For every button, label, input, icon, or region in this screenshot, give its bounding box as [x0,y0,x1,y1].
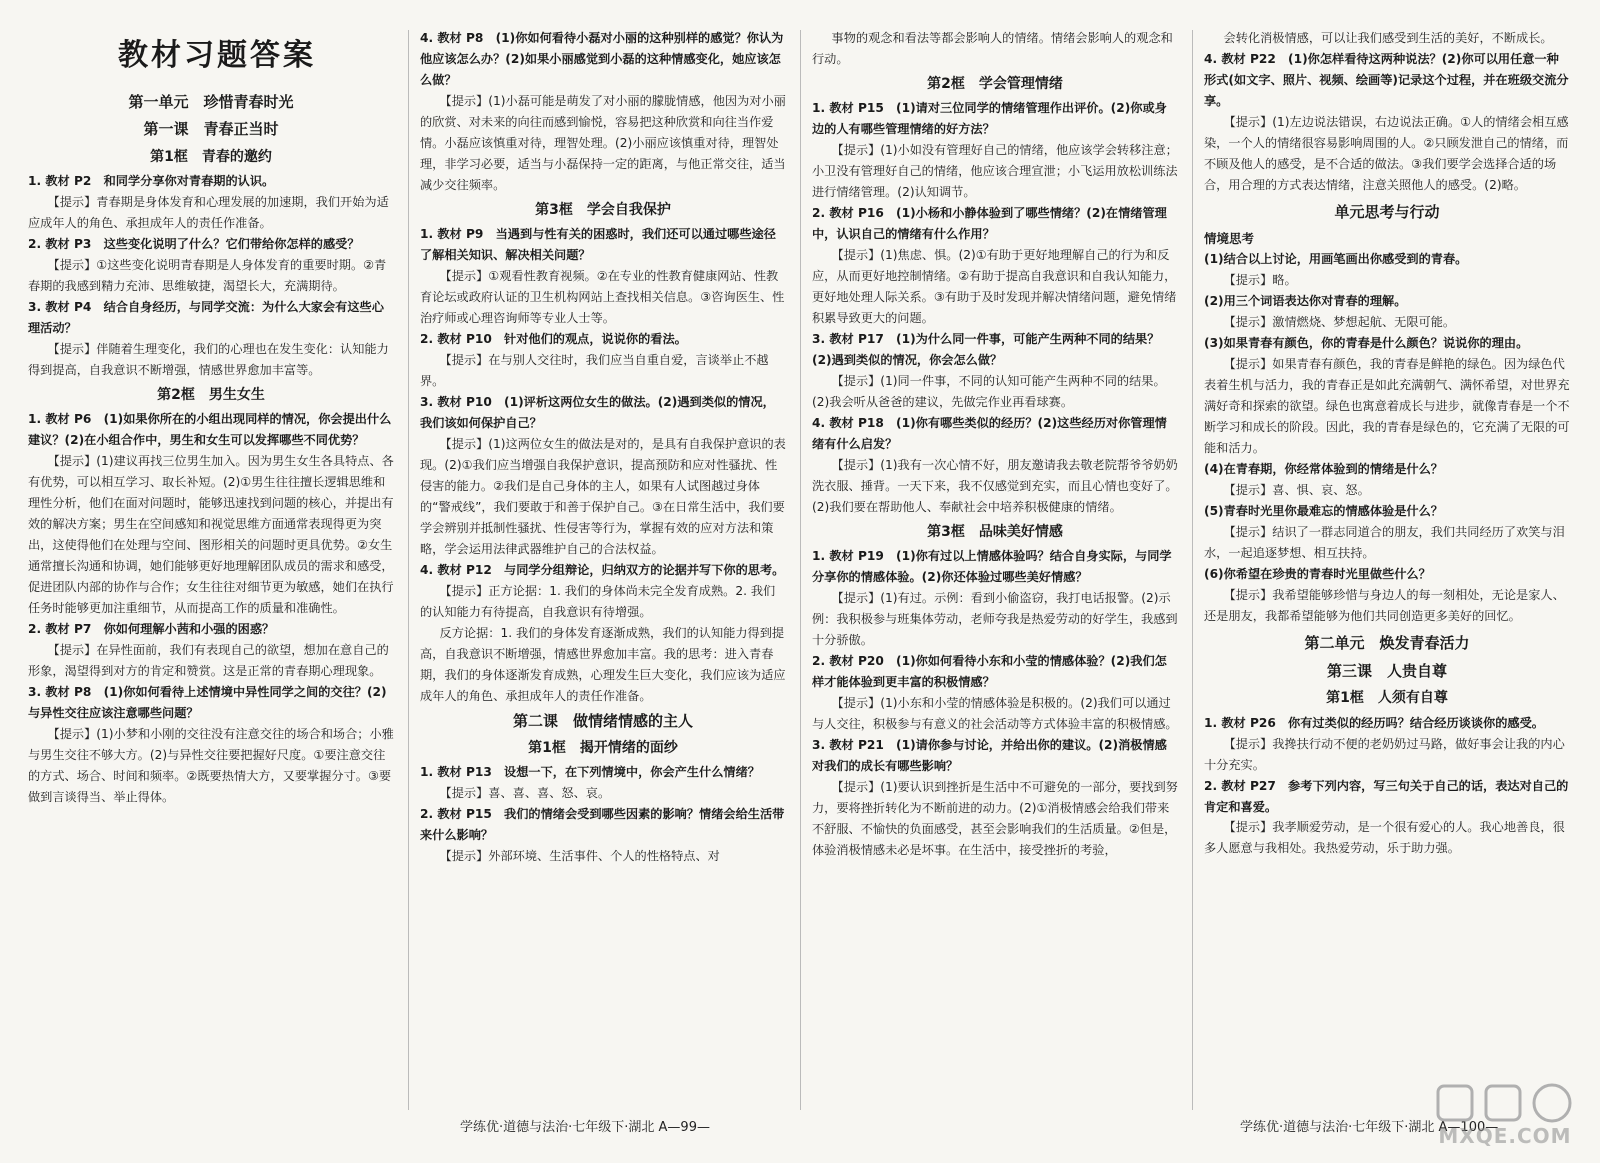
footer-right-page: 学练优·道德与法治·七年级下·湖北 A—100— [1240,1120,1499,1135]
question-text: 3. 教材 P4 结合自身经历，与同学交流：为什么大家会有这些心理活动？ [28,300,384,336]
answer-hint-text: 会转化消极情感，可以让我们感受到生活的美好，不断成长。 [1223,31,1553,45]
question-text: 3. 教材 P21 (1)请你参与讨论，并给出你的建议。(2)消极情感对我们的成长有哪些影响？ [812,737,1167,773]
section-heading: 第1框 青春的邀约 [150,149,272,166]
answer-hint-text: 【提示】(1)建议再找三位男生加入。因为男生女生各具特点、各有优势，可以相互学习、取长补短。(2)①男生往往擅长逻辑思维和理性分析，他们在面对问题时，能够迅速找到问题的核心，并提出有效的解决方案；男生在空间感知和视觉思维方面通常表现得更为突出，这使得他们在处理与空间、图形相关的问题时更具优势。②女生通常擅长沟通和协调，她们能够更好地理解团队成员的需求和感受，促进团队内部的协作与合作；女生往往对细节更为敏感，她们在执行任务时能够更加注重细节，从而提高工作的质量和准确性。 [28,454,394,616]
question-text: 1. 教材 P13 设想一下，在下列情境中，你会产生什么情绪？ [420,765,760,780]
answer-hint-text: 事物的观念和看法等都会影响人的情绪。情绪会影响人的观念和行动。 [812,31,1173,66]
answer-hint-text: 【提示】①这些变化说明青春期是人身体发育的重要时期。②青春期的我感到精力充沛、思维敏捷，渴望长大，充满期待。 [28,258,387,294]
lesson-heading: 第一课 青春正当时 [143,120,279,139]
section-heading: 第2框 男生女生 [157,387,265,404]
question-text: 4. 教材 P18 (1)你有哪些类似的经历？(2)这些经历对你管理情绪有什么启发？ [812,415,1167,451]
watermark-text: MXQE.COM [1438,1124,1572,1148]
question-text: (6)你希望在珍贵的青春时光里做些什么？ [1204,566,1431,581]
answer-hint-text: 【提示】喜、惧、哀、怒。 [1223,483,1370,497]
watermark-seal-icon [1430,1080,1580,1126]
answer-hint-text: 【提示】我希望能够珍惜与身边人的每一刻相处，无论是家人、还是朋友，我都希望能够为他们共同创造更多美好的回忆。 [1204,587,1565,623]
section-heading: 第3框 品味美好情感 [927,523,1063,540]
answer-hint-text: 【提示】如果青春有颜色，我的青春是鲜艳的绿色。因为绿色代表着生机与活力，我的青春正是如此充满朝气、满怀希望，对世界充满好奇和探索的欲望。绿色也寓意着成长与进步，就像青春是一个不断学习和成长的阶段。因此，我的青春是绿色的，它充满了无限的可能和活力。 [1204,357,1570,456]
column-divider [1192,30,1193,1110]
question-text: 1. 教材 P9 当遇到与性有关的困惑时，我们还可以通过哪些途径了解相关知识、解决相关问题？ [420,226,776,262]
section-heading: 第1框 人须有自尊 [1326,690,1448,707]
subsection-heading: 情境思考 [1204,230,1255,246]
answer-hint-text: 【提示】在异性面前，我们有表现自己的欲望，想加在意自己的形象，渴望得到对方的肯定和赞赏。这是正常的青春期心理现象。 [28,643,389,678]
question-text: 2. 教材 P3 这些变化说明了什么？它们带给你怎样的感受？ [28,237,360,252]
question-text: (1)结合以上讨论，用画笔画出你感受到的青春。 [1204,252,1468,267]
answer-hint-text: 【提示】(1)同一件事，不同的认知可能产生两种不同的结果。(2)我会听从爸爸的建议，先做完作业再看球赛。 [812,373,1166,409]
question-text: (3)如果青春有颜色，你的青春是什么颜色？说说你的理由。 [1204,336,1529,351]
question-text: 1. 教材 P2 和同学分享你对青春期的认识。 [28,174,275,189]
column-3 [812,28,1178,1100]
section-heading: 第3框 学会自我保护 [535,201,671,218]
answer-hint-text: 【提示】(1)要认识到挫折是生活中不可避免的一部分，要找到努力，要将挫折转化为不断前进的动力。(2)①消极情感会给我们带来不舒服、不愉快的负面感受，甚至会影响我们的生活质量。②但是，体验消极情感未必是坏事。在生活中，接受挫折的考验， [812,779,1178,857]
question-text: (4)在青春期，你经常体验到的情绪是什么？ [1204,462,1443,477]
section-heading: 第2框 学会管理情绪 [927,75,1063,92]
answer-hint-text: 【提示】结识了一群志同道合的朋友，我们共同经历了欢笑与泪水，一起追逐梦想、相互扶持。 [1204,524,1565,560]
question-text: 3. 教材 P10 (1)评析这两位女生的做法。(2)遇到类似的情况，我们该如何保护自己？ [420,394,775,430]
question-text: 3. 教材 P8 (1)你如何看待上述情境中异性同学之间的交往？(2)与异性交往应该注意哪些问题？ [28,684,387,720]
answer-hint-text: 【提示】(1)小梦和小刚的交往没有注意交往的场合和场合；小雅与男生交往不够大方。(2)与异性交往要把握好尺度。①要注意交往的方式、场合、时间和频率。②既要热情大方，又要掌握分寸。③要做到言谈得当、举止得体。 [28,726,394,804]
answer-hint-text: 【提示】喜、喜、喜、怒、哀。 [439,786,611,801]
answer-hint-text: 【提示】我孝顺爱劳动，是一个很有爱心的人。我心地善良，很多人愿意与我相处。我热爱劳动，乐于助力强。 [1204,820,1565,856]
question-text: 2. 教材 P16 (1)小杨和小静体验到了哪些情绪？(2)在情绪管理中，认识自己的情绪有什么作用？ [812,205,1167,241]
unit-heading: 单元思考与行动 [1334,202,1440,221]
question-text: (5)青春时光里你最难忘的情感体验是什么？ [1204,503,1443,518]
answer-hint-text: 【提示】(1)小磊可能是萌发了对小丽的朦胧情感，他因为对小丽的欣赏、对未来的向往而感到愉悦，容易把这种欣赏和向往当作爱情。小磊应该慎重对待，理智处理。(2)小丽应该慎重对待，理智处理，非学习必要，适当与小磊保持一定的距离，与他正常交往，适当减少交往频率。 [420,93,786,192]
section-heading: 第1框 揭开情绪的面纱 [528,740,678,757]
unit-heading: 第二单元 焕发青春活力 [1304,633,1470,652]
question-text: 4. 教材 P8 (1)你如何看待小磊对小丽的这种别样的感觉？你认为他应该怎么办？(2)如果小丽感觉到小磊的这种情感变化，她应该怎么做？ [420,31,784,87]
answer-hint-text: 【提示】外部环境、生活事件、个人的性格特点、对 [439,849,720,864]
footer-left-page: 学练优·道德与法治·七年级下·湖北 A—99— [460,1120,710,1135]
answer-hint-text: 【提示】(1)这两位女生的做法是对的，是具有自我保护意识的表现。(2)①我们应当增强自我保护意识，提高预防和应对性骚扰、性侵害的能力。②我们是自己身体的主人，如果有人试图越过身体的“警戒线”，我们要敢于和善于保护自己。③在日常生活中，我们要学会辨别并抵制性骚扰、性侵害等行为，掌握有效的应对方法和策略，学会运用法律武器维护自己的合法权益。 [420,436,786,556]
answer-hint-text: 【提示】伴随着生理变化，我们的心理也在发生变化：认知能力得到提高，自我意识不断增强，情感世界愈加丰富等。 [28,342,389,378]
question-text: 1. 教材 P6 (1)如果你所在的小组出现同样的情况，你会提出什么建议？(2)在小组合作中，男生和女生可以发挥哪些不同优势？ [28,412,392,448]
answer-hint-text: 【提示】(1)焦虑、惧。(2)①有助于更好地理解自己的行为和反应，从而更好地控制情绪。②有助于提高自我意识和自我认知能力，更好地处理人际关系。③有助于及时发现并解决情绪问题，避免情绪积累导致更大的问题。 [812,247,1177,325]
lesson-heading: 第二课 做情绪情感的主人 [512,711,693,730]
answer-hint-text: 【提示】在与别人交往时，我们应当自重自爱，言谈举止不越界。 [420,352,769,388]
question-text: 4. 教材 P12 与同学分组辩论，归纳双方的论据并写下你的思考。 [420,562,785,577]
answer-hint-text: 【提示】(1)我有一次心情不好，朋友邀请我去敬老院帮爷爷奶奶洗衣服、捶背。一天下来，我不仅感觉到充实，而且心情也变好了。(2)我们要在帮助他人、奉献社会中培养积极健康的情绪。 [812,457,1178,514]
lesson-heading: 第三课 人贵自尊 [1326,661,1447,680]
column-1 [28,28,394,1100]
question-text: 4. 教材 P22 (1)你怎样看待这两种说法？(2)你可以用任意一种形式(如文字、照片、视频、绘画等)记录这个过程，并在班级交流分享。 [1204,51,1569,108]
question-text: 1. 教材 P26 你有过类似的经历吗？结合经历谈谈你的感受。 [1204,715,1544,730]
column-divider [800,30,801,1110]
question-text: 2. 教材 P7 你如何理解小茜和小强的困惑？ [28,622,275,637]
column-2 [420,28,786,1100]
question-text: 1. 教材 P19 (1)你有过以上情感体验吗？结合自身实际，与同学分享你的情感体验。(2)你还体验过哪些美好情感？ [812,548,1172,584]
question-text: 2. 教材 P20 (1)你如何看待小东和小莹的情感体验？(2)我们怎样才能体验到更丰富的积极情感？ [812,653,1167,689]
answer-hint-text: 【提示】正方论据：1. 我们的身体尚未完全发育成熟。2. 我们的认知能力有待提高，自我意识有待增强。 [420,583,776,619]
unit-heading: 第一单元 珍惜青春时光 [128,92,294,111]
answer-hint-text: 【提示】(1)左边说法错误，右边说法正确。①人的情绪会相互感染，一个人的情绪很容易影响周围的人。②只顾发泄自己的情绪，而不顾及他人的感受，是不合适的做法。③我们要学会选择合适的场合，用合理的方式表达情绪，注意关照他人的感受。(2)略。 [1204,114,1569,192]
answer-hint-text: 【提示】青春期是身体发育和心理发展的加速期，我们开始为适应成年人的角色、承担成年人的责任作准备。 [28,195,389,231]
answer-hint-text: 【提示】我搀扶行动不便的老奶奶过马路，做好事会让我的内心十分充实。 [1204,736,1565,772]
column-divider [408,30,409,1110]
question-text: 2. 教材 P27 参考下列内容，写三句关于自己的话，表达对自己的肯定和喜爱。 [1204,778,1569,814]
answer-hint-text: 【提示】①观看性教育视频。②在专业的性教育健康网站、性教育论坛或政府认证的卫生机构网站上查找相关信息。③咨询医生、性治疗师或心理咨询师等专业人士等。 [420,268,785,325]
answer-hint-text: 【提示】略。 [1223,273,1297,288]
answer-hint-text: 【提示】激情燃烧、梦想起航、无限可能。 [1223,315,1456,330]
watermark-logo [1430,1080,1580,1150]
question-text: 3. 教材 P17 (1)为什么同一件事，可能产生两种不同的结果？(2)遇到类似的情况，你会怎么做？ [812,331,1160,367]
answer-hint-text: 【提示】(1)小如没有管理好自己的情绪，他应该学会转移注意；小卫没有管理好自己的情绪，他应该合理宣泄；小飞运用放松训练法进行情绪管理。(2)认知调节。 [812,143,1178,199]
question-text: (2)用三个词语表达你对青春的理解。 [1204,294,1407,309]
column-4 [1204,28,1570,1100]
question-text: 1. 教材 P15 (1)请对三位同学的情绪管理作出评价。(2)你或身边的人有哪些管理情绪的好方法？ [812,101,1167,137]
answer-hint-text: 【提示】(1)小东和小莹的情感体验是积极的。(2)我们可以通过与人交往，积极参与有意义的社会活动等方式体验丰富的积极情感。 [812,695,1178,731]
question-text: 2. 教材 P15 我们的情绪会受到哪些因素的影响？情绪会给生活带来什么影响？ [420,807,785,843]
answer-hint-text: 【提示】(1)有过。示例：看到小偷盗窃，我打电话报警。(2)示例：我积极参与班集体劳动，老师夸我是热爱劳动的好学生，我感到十分骄傲。 [812,590,1178,647]
answer-hint-text: 反方论据：1. 我们的身体发育逐渐成熟，我们的认知能力得到提高，自我意识不断增强，情感世界愈加丰富。我的思考：进入青春期，我们的身体逐渐发育成熟，心理发生巨大变化，我们应该为适应成年人的角色、承担成年人的责任作准备。 [420,625,786,703]
question-text: 2. 教材 P10 针对他们的观点，说说你的看法。 [420,331,687,346]
page-title: 教材习题答案 [118,38,316,73]
